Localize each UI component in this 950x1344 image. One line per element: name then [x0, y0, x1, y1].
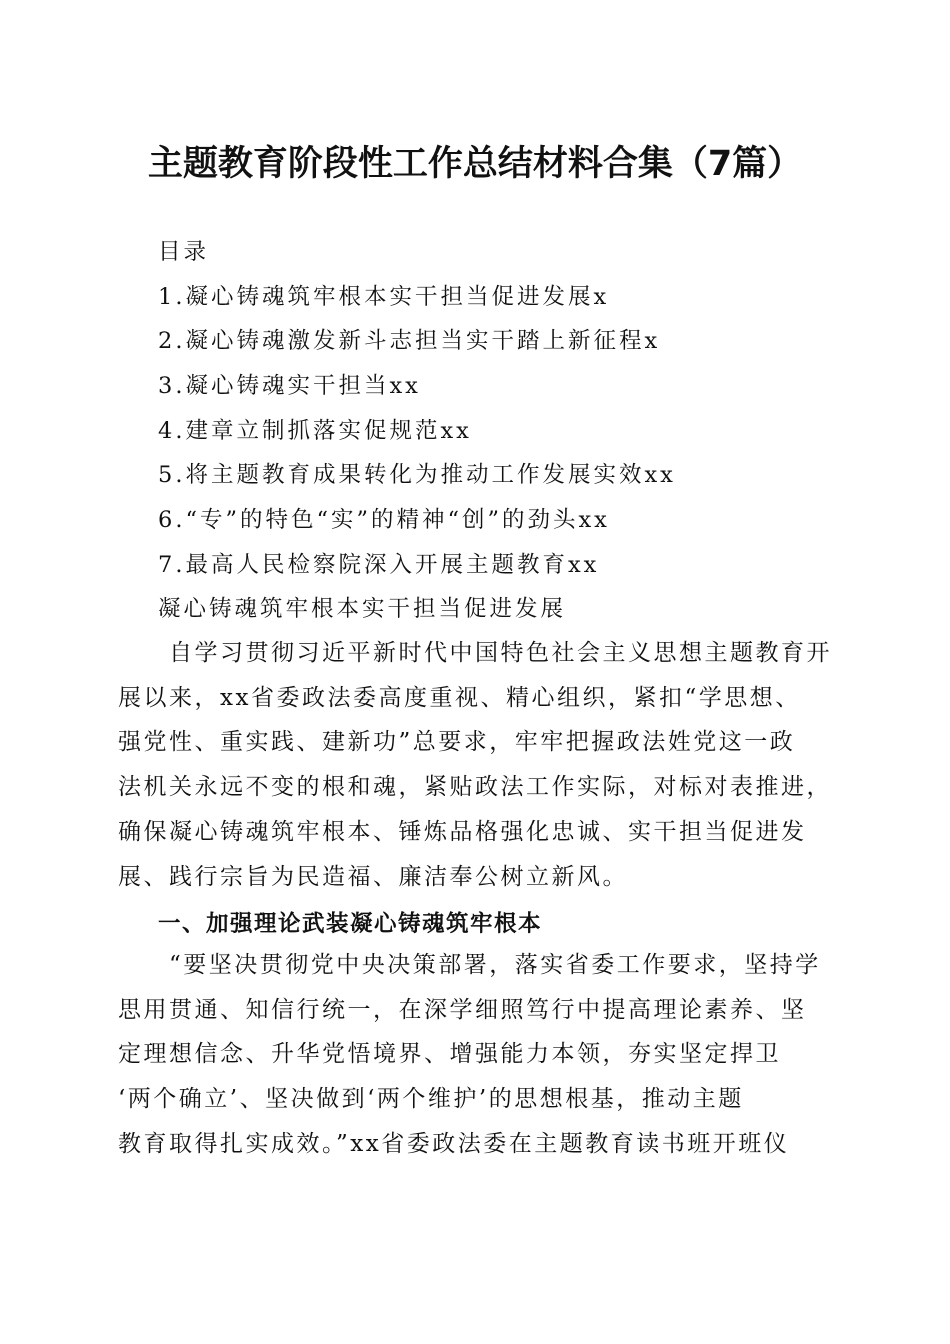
paragraph-line: 教育取得扎实成效。”xx省委政法委在主题教育读书班开班仪	[118, 1130, 790, 1157]
toc-item: 5.将主题教育成果转化为推动工作发展实效xx	[158, 462, 676, 488]
article-title: 凝心铸魂筑牢根本实干担当促进发展	[158, 596, 567, 622]
paragraph-section1	[118, 943, 830, 1167]
paragraph-line: “要坚决贯彻党中央决策部署，落实省委工作要求，坚持学	[118, 952, 821, 978]
paragraph-line: 法机关永远不变的根和魂，紧贴政法工作实际，对标对表推进，	[118, 774, 832, 801]
paragraph-line: 确保凝心铸魂筑牢根本、锤炼品格强化忠诚、实干担当促进发	[118, 818, 807, 845]
paragraph-line: 思用贯通、知信行统一，在深学细照笃行中提高理论素养、坚	[118, 996, 807, 1023]
paragraph-line: 强党性、重实践、建新功”总要求，牢牢把握政法姓党这一政	[118, 729, 796, 756]
paragraph-line: 展以来，xx省委政法委高度重视、精心组织，紧扣“学思想、	[118, 684, 801, 711]
toc-item: 7.最高人民检察院深入开展主题教育xx	[158, 552, 600, 578]
toc-item: 2.凝心铸魂激发新斗志担当实干踏上新征程x	[158, 328, 661, 354]
paragraph-line: ‘两个确立’、坚决做到‘两个维护’的思想根基，推动主题	[118, 1086, 744, 1113]
toc-item: 1.凝心铸魂筑牢根本实干担当促进发展x	[158, 284, 610, 310]
section-heading: 一、加强理论武装凝心铸魂筑牢根本	[158, 911, 543, 937]
paragraph-line: 展、践行宗旨为民造福、廉洁奉公树立新风。	[118, 863, 628, 890]
toc-item: 4.建章立制抓落实促规范xx	[158, 418, 472, 444]
paragraph-line: 定理想信念、升华党悟境界、增强能力本领，夯实坚定捍卫	[118, 1041, 781, 1068]
toc-label: 目录	[158, 239, 210, 265]
document-title: 主题教育阶段性工作总结材料合集（7篇）	[147, 144, 803, 184]
toc-item: 3.凝心铸魂实干担当xx	[158, 373, 421, 399]
paragraph-intro	[118, 631, 830, 899]
paragraph-line: 自学习贯彻习近平新时代中国特色社会主义思想主题教育开	[118, 640, 832, 666]
toc-item: 6.“专”的特色“实”的精神“创”的劲头xx	[158, 507, 610, 533]
